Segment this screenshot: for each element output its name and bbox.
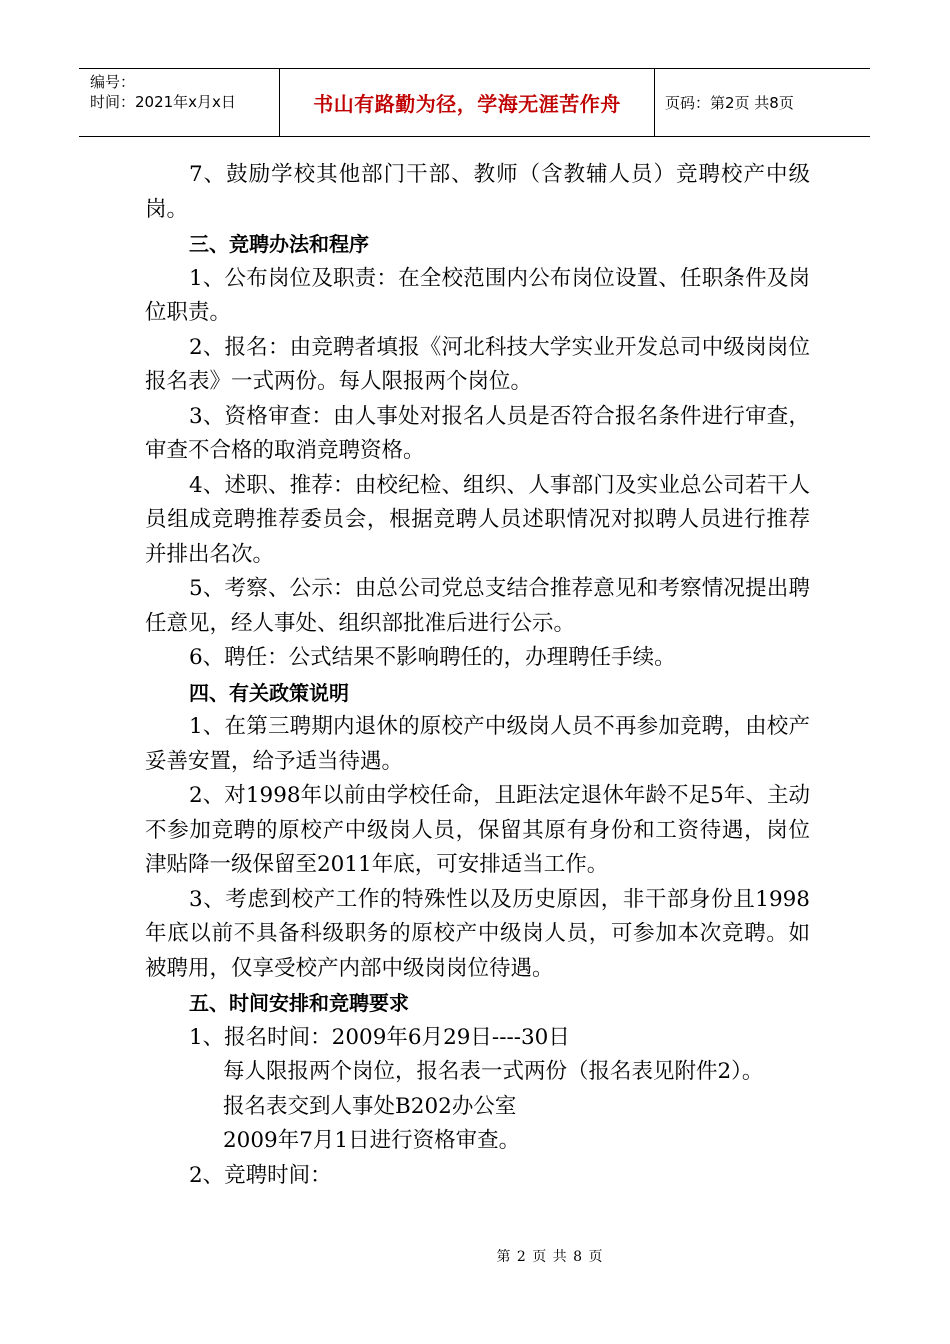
paragraph: 3、考虑到校产工作的特殊性以及历史原因，非干部身份且1998年底以前不具备科级职务的原校产中级岗人员，可参加本次竞聘。如被聘用，仅享受校产内部中级岗岗位待遇。 (145, 886, 810, 981)
paragraph: 2、对1998年以前由学校任命，且距法定退休年龄不足5年、主动不参加竞聘的原校产中级岗人员，保留其原有身份和工资待遇，岗位津贴降一级保留至2011年底，可安排适当工作。 (145, 783, 810, 877)
paragraph: 1、在第三聘期内退休的原校产中级岗人员不再参加竞聘，由校产妥善安置，给予适当待遇。 (145, 714, 810, 774)
page-footer: 第 2 页 共 8 页 (496, 1249, 604, 1265)
header-meta (79, 69, 280, 136)
document-header (79, 68, 870, 137)
document-body (145, 158, 810, 1193)
paragraph: 每人限报两个岗位，报名表一式两份（报名表见附件2）。 (223, 1059, 764, 1084)
section-heading: 四、有关政策说明 (189, 680, 349, 705)
paragraph: 1、报名时间：2009年6月29日----30日 (189, 1024, 570, 1050)
paragraph: 报名表交到人事处B202办公室 (223, 1093, 517, 1119)
paragraph: 7、鼓励学校其他部门干部、教师（含教辅人员）竞聘校产中级岗。 (145, 162, 810, 222)
header-page-info: 页码：第2页 共8页 (665, 94, 794, 112)
paragraph: 5、考察、公示：由总公司党总支结合推荐意见和考察情况提出聘任意见，经人事处、组织部批准后进行公示。 (145, 576, 810, 636)
header-motto: 书山有路勤为径，学海无涯苦作舟 (280, 69, 655, 136)
paragraph: 2、竞聘时间： (189, 1162, 332, 1188)
paragraph: 3、资格审查：由人事处对报名人员是否符合报名条件进行审查，审查不合格的取消竞聘资格。 (145, 403, 810, 463)
paragraph: 2、报名：由竞聘者填报《河北科技大学实业开发总司中级岗岗位报名表》一式两份。每人限报两个岗位。 (145, 334, 810, 394)
paragraph: 4、述职、推荐：由校纪检、组织、人事部门及实业总公司若干人员组成竞聘推荐委员会，根据竞聘人员述职情况对拟聘人员进行推荐并排出名次。 (145, 472, 810, 567)
paragraph: 2009年7月1日进行资格审查。 (223, 1128, 521, 1153)
document-date-label: 时间：2021年x月x日 (90, 93, 236, 111)
section-heading: 三、竞聘办法和程序 (189, 232, 369, 256)
paragraph: 6、聘任：公式结果不影响聘任的，办理聘任手续。 (189, 645, 676, 670)
paragraph: 1、公布岗位及职责：在全校范围内公布岗位设置、任职条件及岗位职责。 (145, 265, 810, 325)
section-heading: 五、时间安排和竞聘要求 (189, 991, 409, 1015)
document-number-label: 编号： (90, 73, 136, 91)
